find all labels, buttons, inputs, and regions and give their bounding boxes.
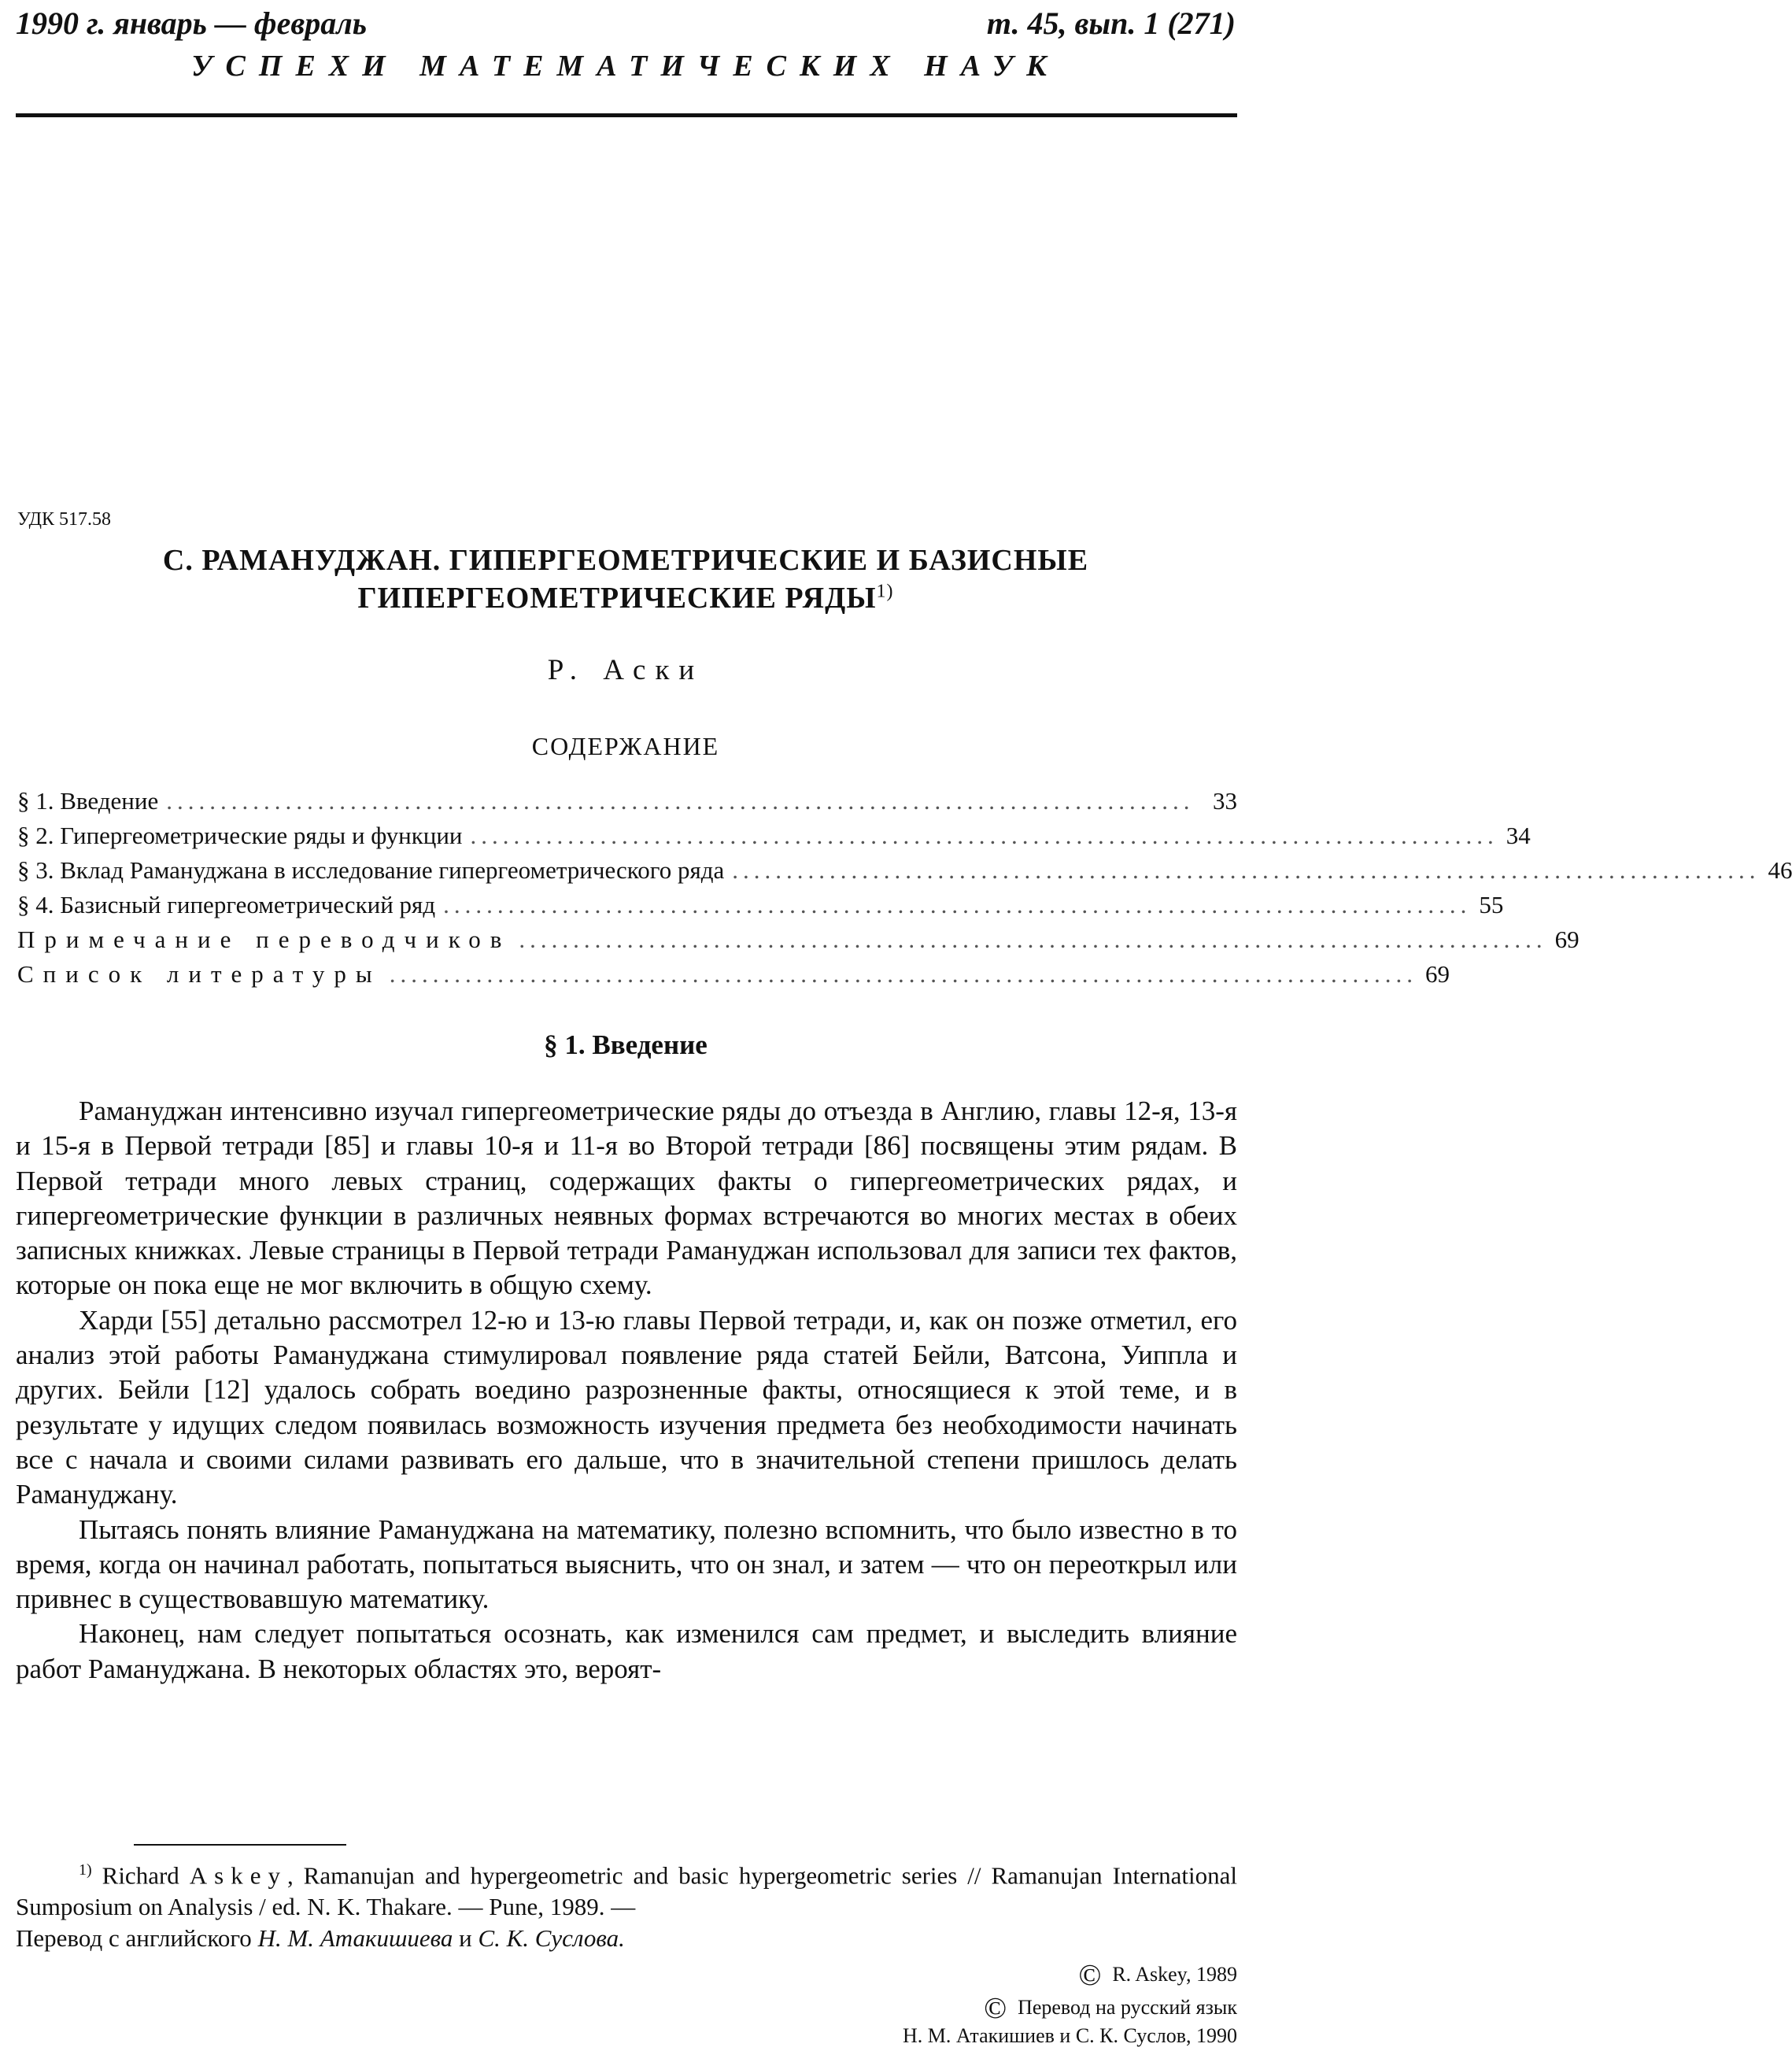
article-title-line-2 — [0, 581, 1251, 615]
toc-leader: ............................................................................................... — [443, 891, 1472, 918]
paragraph: Наконец, нам следует попытаться осознать, как изменился сам предмет, и выследить влияние работ Рамануджана. В некоторых областях это, вероят- — [16, 1618, 1237, 1684]
toc-entry-label: Список литературы — [17, 960, 382, 988]
toc-entry — [17, 787, 1237, 820]
toc-leader: ............................................................................................... — [166, 787, 1195, 815]
toc-leader: ............................................................................................... — [389, 960, 1417, 988]
body-text — [16, 1094, 1237, 1687]
toc-leader: ............................................................................................... — [519, 926, 1547, 953]
copyright-translators: Н. М. Атакишиев и С. К. Суслов, 1990 — [903, 2024, 1237, 2047]
toc-entry-page: 69 — [1554, 926, 1580, 953]
toc-entry-label: § 3. Вклад Рамануджана в исследование гипергеометрического ряда — [17, 856, 725, 884]
article-title-text: ГИПЕРГЕОМЕТРИЧЕСКИЕ РЯДЫ — [357, 582, 877, 615]
copyright-icon: © — [984, 1992, 1007, 2025]
article-title-line-1: С. РАМАНУДЖАН. ГИПЕРГЕОМЕТРИЧЕСКИЕ И БАЗИСНЫЕ — [162, 544, 1089, 577]
copyright-icon: © — [1078, 1959, 1102, 1992]
copyright-original-text: R. Askey, 1989 — [1112, 1963, 1237, 1986]
toc-entry-page: 34 — [1506, 822, 1531, 849]
udk-code: УДК 517.58 — [17, 509, 111, 530]
paragraph: Рамануджан интенсивно изучал гипергеометрические ряды до отъезда в Англию, главы 12-я, 13-я и 15-я в Первой тетради [85] и главы 10-я и 11-я во Второй тетради [86] посвящены этим рядам. В Первой тетради много левых страниц, содержащих факты о гипергеометрических рядах, и гипергеометрические функции в различных неявных формах встречаются во многих местах в обеих записных книжках. Левые страницы в Первой тетради Рамануджан использовал для записи тех фактов, которые он пока еще не мог включить в общую схему. — [16, 1096, 1237, 1301]
footnote-mark: 1) — [79, 1861, 92, 1879]
footnote-translation — [16, 1923, 1237, 1954]
translation-conjunction: и — [459, 1924, 472, 1953]
copyright-translation-text: Перевод на русский язык — [1018, 1996, 1237, 2019]
footnote-reference: , Ramanujan and hypergeometric and basic hypergeometric series // Ramanujan International Sumposium on Analysis / ed. N. K. Thakare. — Pune, 1989. — — [16, 1861, 1238, 1921]
toc-entry-label: Примечание переводчиков — [17, 926, 512, 953]
footnote-author: Askey — [189, 1861, 287, 1890]
journal-volume: т. 45, вып. 1 (271) — [986, 6, 1236, 41]
translator-name: Н. М. Атакишиева — [257, 1924, 453, 1953]
toc-entry-label: § 4. Базисный гипергеометрический ряд — [17, 891, 436, 918]
footnote-text: Richard — [102, 1861, 179, 1890]
toc-entry-label: § 1. Введение — [17, 787, 159, 815]
toc-entry-page: 69 — [1424, 960, 1450, 988]
toc-entry — [17, 891, 1504, 924]
journal-title: УСПЕХИ МАТЕМАТИЧЕСКИХ НАУК — [191, 50, 1060, 83]
footnote-paragraph — [16, 1854, 1237, 1923]
contents-heading: СОДЕРЖАНИЕ — [531, 732, 720, 760]
paragraph: Пытаясь понять влияние Рамануджана на математику, полезно вспомнить, что было известно в то время, когда он начинал работать, попытаться выяснить, что он знал, и затем — что он переоткрыл или привнес в существовавшую математику. — [16, 1513, 1237, 1615]
footnote — [16, 1854, 1237, 1954]
toc-leader: ............................................................................................... — [470, 822, 1498, 849]
toc-entry-page: 55 — [1479, 891, 1504, 918]
toc-leader: ............................................................................................... — [732, 856, 1761, 884]
copyright-translation — [984, 1991, 1237, 2026]
toc-entry — [17, 926, 1580, 959]
copyright-original — [1078, 1958, 1237, 1993]
translation-prefix: Перевод с английского — [16, 1924, 252, 1953]
section-heading: § 1. Введение — [544, 1029, 708, 1060]
toc-entry-label: § 2. Гипергеометрические ряды и функции — [17, 822, 463, 849]
journal-date: 1990 г. январь — февраль — [16, 6, 367, 41]
toc-entry — [17, 822, 1531, 855]
translator-name: С. К. Суслова. — [478, 1924, 625, 1953]
footnote-rule — [134, 1844, 346, 1846]
toc-entry-page: 33 — [1213, 787, 1237, 815]
header-rule — [16, 113, 1237, 117]
paragraph: Харди [55] детально рассмотрел 12-ю и 13-ю главы Первой тетради, и, как он позже отметил, его анализ этой работы Рамануджана стимулировал появление ряда статей Бейли, Ватсона, Уиппла и других. Бейли [12] удалось собрать воедино разрозненные факты, относящиеся к этой теме, и в результате у идущих следом появилась возможность изучения предмета без необходимости начинать все с начала и своими силами развивать его дальше, что в значительной степени пришлось делать Рамануджану. — [16, 1304, 1237, 1510]
toc-entry — [17, 960, 1450, 993]
title-footnote-mark: 1) — [876, 581, 894, 602]
toc-entry — [17, 856, 1792, 889]
article-author: Р. Аски — [547, 654, 704, 686]
toc-entry-page: 46 — [1768, 856, 1792, 884]
